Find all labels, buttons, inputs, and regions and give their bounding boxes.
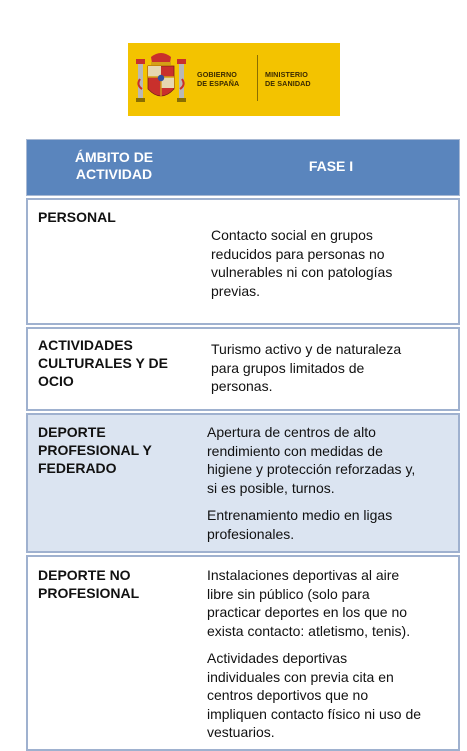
coat-of-arms-icon bbox=[136, 49, 186, 111]
row-category: PERSONAL bbox=[38, 209, 116, 225]
header-ambito: ÁMBITO DE ACTIVIDAD bbox=[74, 149, 154, 182]
table-row bbox=[26, 198, 460, 325]
header-fase: FASE I bbox=[308, 158, 354, 174]
row-description: Instalaciones deportivas al aire libre sin público (solo para practicar deportes en los que no exista contacto: atletismo, tenis). Actividades deportivas individuales con previa cita en centros deportivos que no impliquen contacto físico ni uso de vestuarios. bbox=[207, 567, 422, 740]
table-row bbox=[26, 555, 460, 751]
table-row bbox=[26, 327, 460, 411]
logo-divider bbox=[257, 55, 258, 101]
gobierno-logo bbox=[128, 43, 340, 116]
logo-text-gobierno: GOBIERNO DE ESPAÑA bbox=[197, 70, 240, 88]
table-header bbox=[26, 139, 460, 196]
phase-table bbox=[26, 139, 460, 751]
row-category: DEPORTE NO PROFESIONAL bbox=[38, 567, 140, 601]
table-row bbox=[26, 413, 460, 553]
row-description: Apertura de centros de alto rendimiento con medidas de higiene y protección reforzadas y, si es posible, turnos. Entrenamiento medio en ligas profesionales. bbox=[207, 424, 416, 542]
row-description: Turismo activo y de naturaleza para grupos limitados de personas. bbox=[211, 341, 402, 394]
row-category: DEPORTE PROFESIONAL Y FEDERADO bbox=[38, 424, 152, 476]
row-category: ACTIVIDADES CULTURALES Y DE OCIO bbox=[38, 337, 168, 389]
logo-text-ministerio: MINISTERIO DE SANIDAD bbox=[265, 70, 311, 88]
row-description: Contacto social en grupos reducidos para personas no vulnerables ni con patologías previas. bbox=[211, 227, 393, 299]
